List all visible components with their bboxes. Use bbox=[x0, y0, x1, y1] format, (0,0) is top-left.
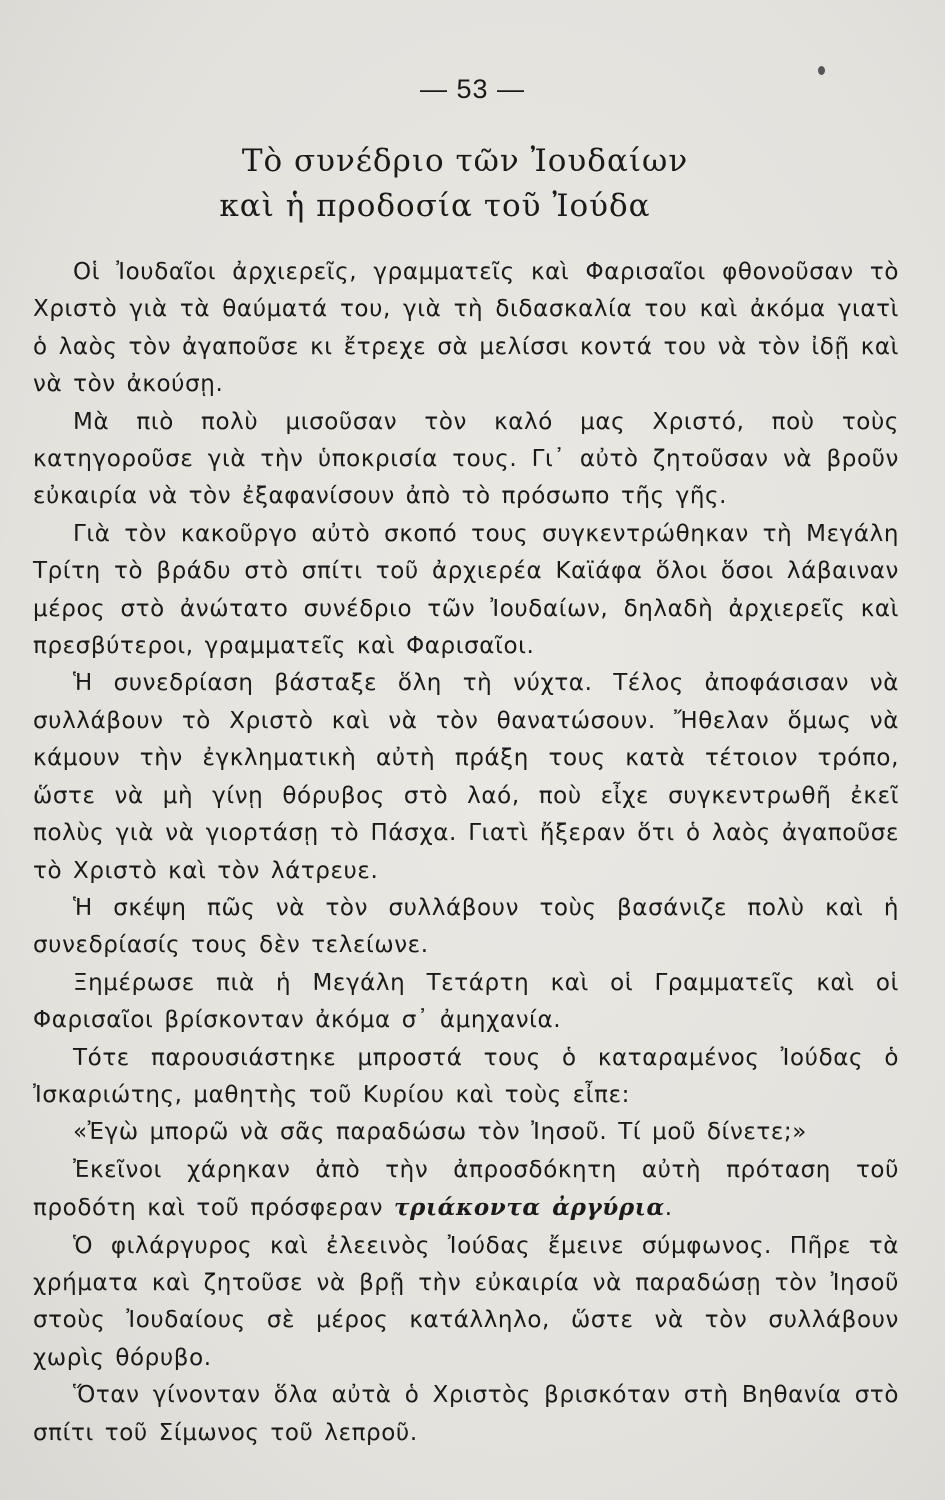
paragraph-with-emphasis bbox=[33, 1152, 899, 1228]
chapter-body bbox=[33, 254, 899, 1452]
paragraph: Ὅταν γίνονταν ὅλα αὐτὰ ὁ Χριστὸς βρισκόταν στὴ Βηθανία στὸ σπίτι τοῦ Σίμωνος τοῦ λεπροῦ. bbox=[33, 1382, 899, 1446]
chapter-title-line1: Τὸ συνέδριο τῶν Ἰουδαίων bbox=[241, 143, 689, 179]
paragraph-text: Ἐκεῖνοι χάρηκαν ἀπὸ τὴν ἀπροσδόκητη αὐτὴ πρόταση τοῦ προδότη καὶ τοῦ πρόσφεραν bbox=[33, 1156, 899, 1222]
paragraph: Ἡ σκέψη πῶς νὰ τὸν συλλάβουν τοὺς βασάνιζε πολὺ καὶ ἡ συνεδρίασίς τους δὲν τελείωνε. bbox=[33, 894, 899, 959]
paragraph: Μὰ πιὸ πολὺ μισοῦσαν τὸν καλό μας Χριστό, ποὺ τοὺς κατηγοροῦσε γιὰ τὴν ὑποκρισία τους. Γι᾿ αὐτὸ ζητοῦσαν νὰ βροῦν εὐκαιρία νὰ τὸν ἐξαφανίσουν ἀπὸ τὸ πρόσωπο τῆς γῆς. bbox=[33, 408, 899, 510]
emphasized-phrase: τριάκοντα ἀργύρια bbox=[393, 1194, 665, 1222]
paragraph: Τότε παρουσιάστηκε μπροστά τους ὁ καταραμένος Ἰούδας ὁ Ἰσκαριώτης, μαθητὴς τοῦ Κυρίου καὶ τοὺς εἶπε: bbox=[33, 1044, 899, 1108]
paragraph: Οἱ Ἰουδαῖοι ἀρχιερεῖς, γραμματεῖς καὶ Φαρισαῖοι φθονοῦσαν τὸ Χριστὸ γιὰ τὰ θαύματά του, γιὰ τὴ διδασκαλία του καὶ ἀκόμα γιατὶ ὁ λαὸς τὸν ἀγαποῦσε κι ἔτρεχε σὰ μελίσσι κοντά του νὰ τὸν ἰδῇ καὶ νὰ τὸν ἀκούσῃ. bbox=[33, 259, 899, 398]
paragraph: Ἡ συνεδρίαση βάσταξε ὅλη τὴ νύχτα. Τέλος ἀποφάσισαν νὰ συλλάβουν τὸ Χριστὸ καὶ νὰ τὸν θανατώσουν. Ἤθελαν ὅμως νὰ κάμουν τὴν ἐγκληματικὴ αὐτὴ πράξη τους κατὰ τέτοιον τρόπο, ὥστε νὰ μὴ γίνῃ θόρυβος στὸ λαό, ποὺ εἶχε συγκεντρωθῆ ἐκεῖ πολὺς γιὰ νὰ γιορτάσῃ τὸ Πάσχα. Γιατὶ ἤξεραν ὅτι ὁ λαὸς ἀγαποῦσε τὸ Χριστὸ καὶ τὸν λάτρευε. bbox=[33, 670, 899, 884]
quotation-paragraph: «Ἐγὼ μπορῶ νὰ σᾶς παραδώσω τὸν Ἰησοῦ. Τί μοῦ δίνετε;» bbox=[73, 1119, 807, 1146]
paragraph: Ὁ φιλάργυρος καὶ ἐλεεινὸς Ἰούδας ἔμεινε σύμφωνος. Πῆρε τὰ χρήματα καὶ ζητοῦσε νὰ βρῇ τὴν εὐκαιρία νὰ παραδώσῃ τὸν Ἰησοῦ στοὺς Ἰουδαίους σὲ μέρος κατάλληλο, ὥστε νὰ τὸν συλλάβουν χωρὶς θόρυβο. bbox=[33, 1232, 899, 1371]
paragraph-end-punctuation: . bbox=[664, 1195, 673, 1222]
chapter-title-line2: καὶ ἡ προδοσία τοῦ Ἰούδα bbox=[219, 188, 651, 224]
paragraph: Γιὰ τὸν κακοῦργο αὐτὸ σκοπό τους συγκεντρώθηκαν τὴ Μεγάλη Τρίτη τὸ βράδυ στὸ σπίτι τοῦ ἀρχιερέα Καϊάφα ὅλοι ὅσοι λάβαιναν μέρος στὸ ἀνώτατο συνέδριο τῶν Ἰουδαίων, δηλαδὴ ἀρχιερεῖς καὶ πρεσβύτεροι, γραμματεῖς καὶ Φαρισαῖοι. bbox=[33, 520, 899, 660]
page-number: — 53 — bbox=[419, 74, 526, 104]
paragraph: Ξημέρωσε πιὰ ἡ Μεγάλη Τετάρτη καὶ οἱ Γραμματεῖς καὶ οἱ Φαρισαῖοι βρίσκονταν ἀκόμα σ᾿ ἀμηχανία. bbox=[33, 969, 899, 1034]
